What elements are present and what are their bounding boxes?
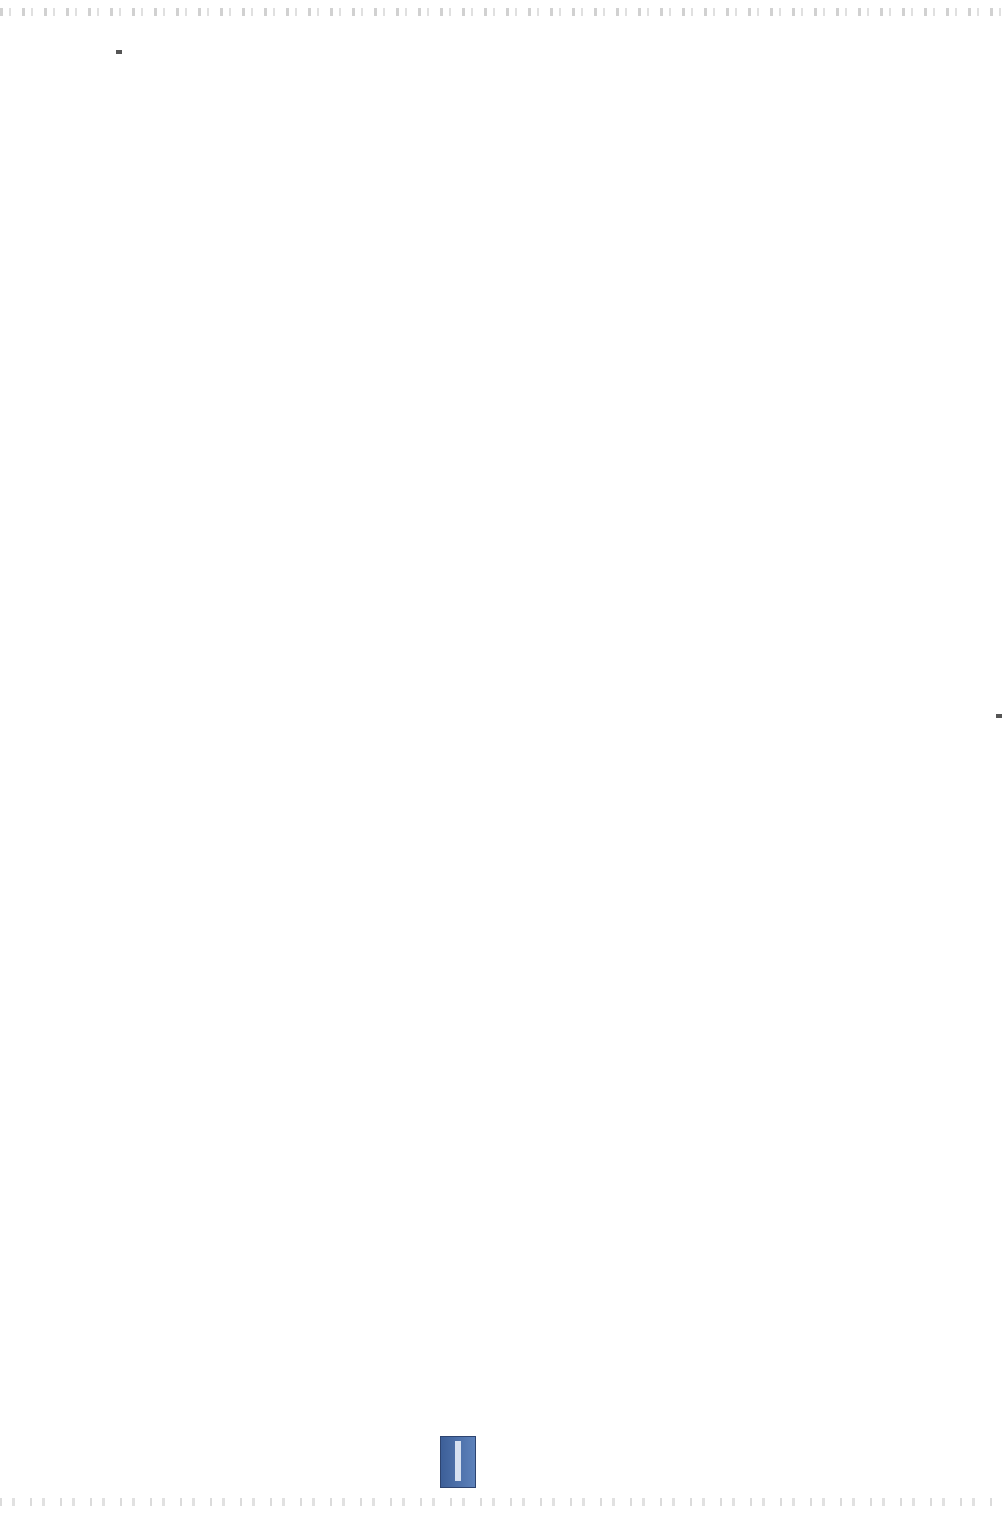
scan-header-strip xyxy=(0,8,1002,16)
scan-speck xyxy=(116,50,122,54)
book-icon xyxy=(440,1436,476,1488)
scan-speck xyxy=(996,714,1002,718)
scan-footer-strip xyxy=(0,1498,1002,1506)
library-logo xyxy=(440,1430,645,1490)
